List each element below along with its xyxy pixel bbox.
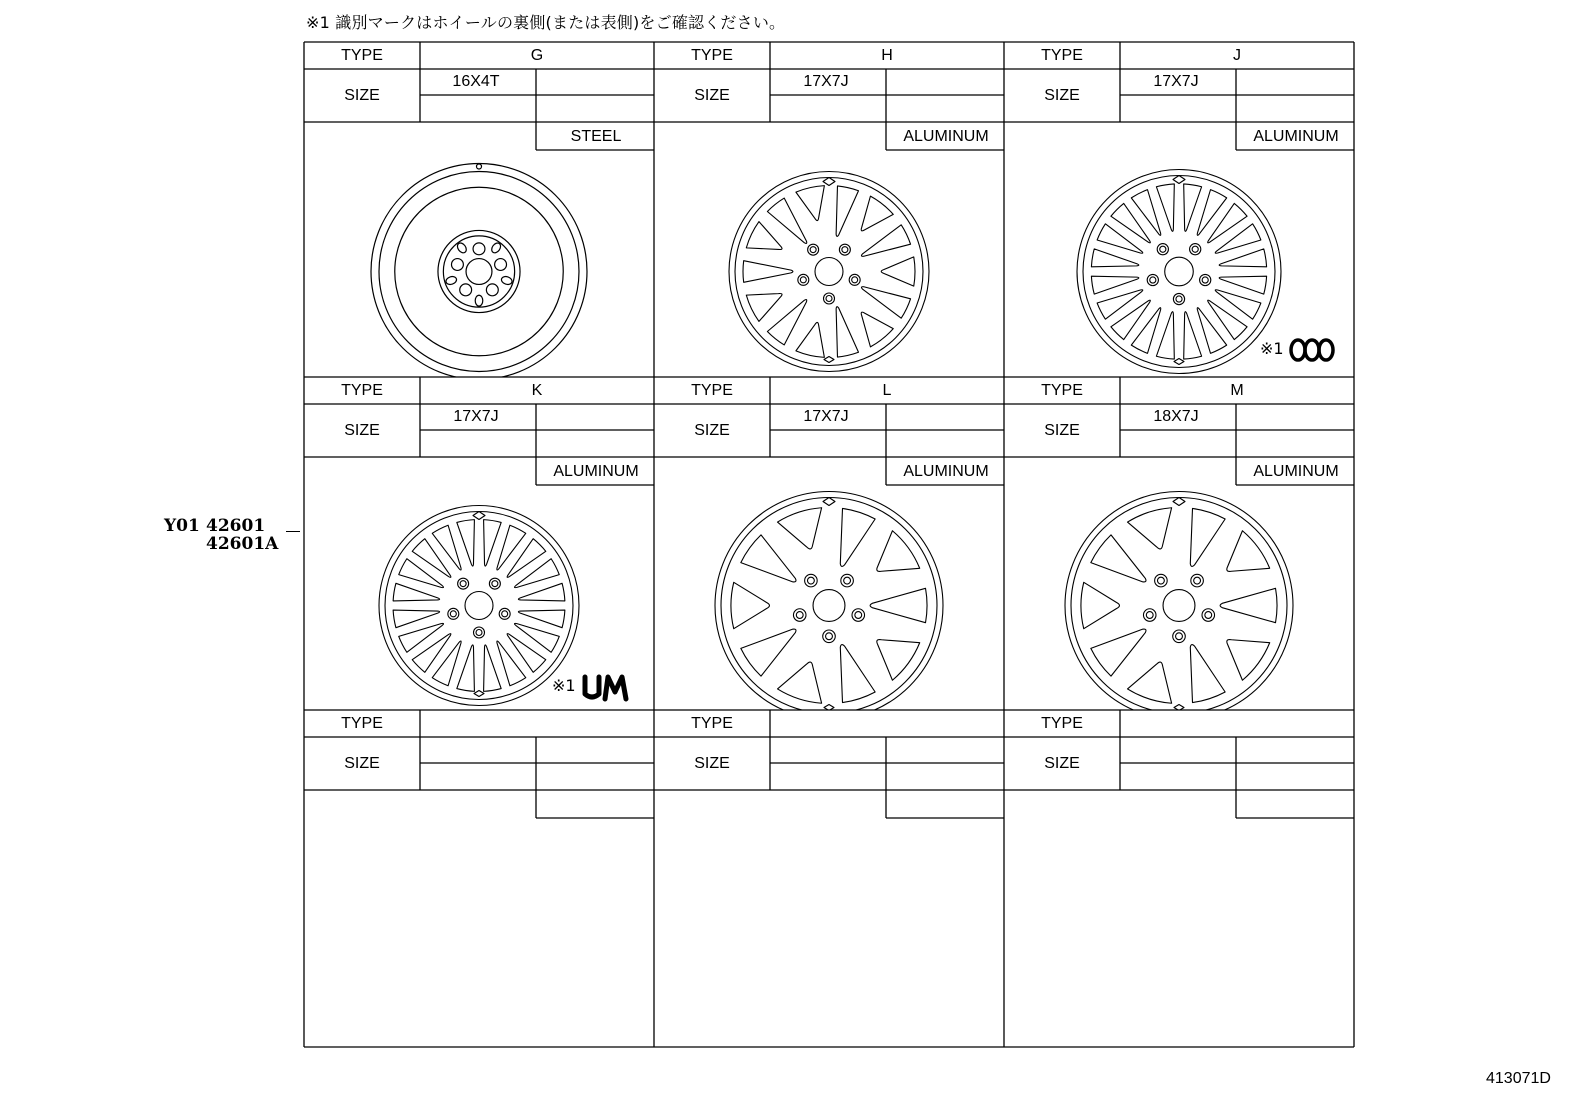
identification-mark-ref: ※1 <box>1260 339 1284 358</box>
type-value[interactable]: H <box>881 47 893 64</box>
size-label: SIZE <box>694 422 730 439</box>
size-label: SIZE <box>694 755 730 772</box>
alloy-wheel-5-double-spoke-icon[interactable] <box>1006 457 1352 710</box>
callout-prefix: Y01 <box>164 516 200 536</box>
identification-mark-note: ※1 識別マークはホイールの裏側(または表側)をご確認ください。 <box>306 13 786 32</box>
identification-mark-ref: ※1 <box>552 676 576 695</box>
type-value[interactable]: M <box>1230 382 1244 399</box>
size-label: SIZE <box>1044 422 1080 439</box>
type-label: TYPE <box>341 715 383 732</box>
size-value[interactable]: 17X7J <box>803 408 849 425</box>
steel-spare-wheel-icon[interactable] <box>306 122 652 377</box>
material-value: ALUMINUM <box>1253 463 1339 480</box>
size-value[interactable]: 17X7J <box>1153 73 1199 90</box>
alloy-wheel-7-split-spoke-icon[interactable] <box>656 122 1002 377</box>
alloy-wheel-5-double-spoke-icon[interactable] <box>656 457 1002 710</box>
size-label: SIZE <box>694 87 730 104</box>
identification-mark-um-icon <box>580 672 632 702</box>
material-value: STEEL <box>570 128 622 145</box>
material-value: ALUMINUM <box>1253 128 1339 145</box>
size-label: SIZE <box>344 422 380 439</box>
type-label: TYPE <box>1041 47 1083 64</box>
callout-leader-line <box>286 531 300 532</box>
material-value: ALUMINUM <box>553 463 639 480</box>
callout-part-number[interactable]: 42601A <box>206 534 279 554</box>
type-value[interactable]: L <box>882 382 892 399</box>
figure-id: 413071D <box>1486 1070 1551 1087</box>
type-label: TYPE <box>341 382 383 399</box>
size-label: SIZE <box>344 87 380 104</box>
size-label: SIZE <box>344 755 380 772</box>
material-value: ALUMINUM <box>903 463 989 480</box>
type-label: TYPE <box>1041 382 1083 399</box>
type-label: TYPE <box>341 47 383 64</box>
type-value[interactable]: G <box>530 47 544 64</box>
size-value[interactable]: 17X7J <box>803 73 849 90</box>
size-label: SIZE <box>1044 755 1080 772</box>
type-label: TYPE <box>1041 715 1083 732</box>
type-value[interactable]: K <box>531 382 543 399</box>
callout-part-number[interactable]: 42601 <box>206 516 266 536</box>
type-label: TYPE <box>691 715 733 732</box>
type-value[interactable]: J <box>1233 47 1241 64</box>
size-value[interactable]: 18X7J <box>1153 408 1199 425</box>
material-value: ALUMINUM <box>903 128 989 145</box>
identification-mark-rings-icon <box>1288 335 1340 365</box>
size-value[interactable]: 17X7J <box>453 408 499 425</box>
size-label: SIZE <box>1044 87 1080 104</box>
type-label: TYPE <box>691 47 733 64</box>
type-label: TYPE <box>691 382 733 399</box>
size-value[interactable]: 16X4T <box>452 73 500 90</box>
